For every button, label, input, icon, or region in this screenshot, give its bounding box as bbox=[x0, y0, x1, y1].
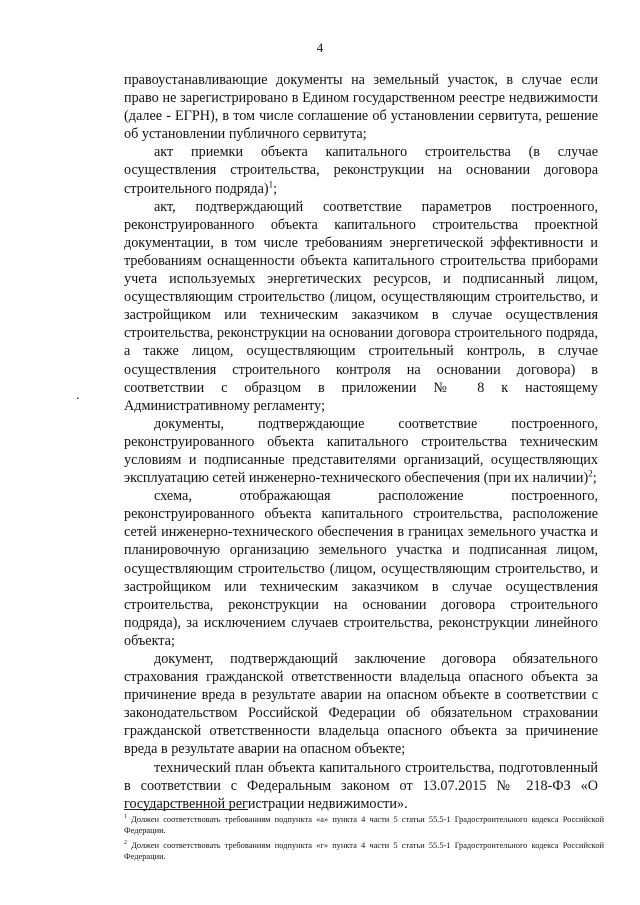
footnote-ref[interactable]: 2 bbox=[588, 468, 593, 479]
paragraph-tail: ; bbox=[592, 470, 597, 487]
paragraph-insurance-document bbox=[124, 650, 598, 759]
paragraph-technical-conditions bbox=[124, 415, 598, 487]
footnotes bbox=[124, 814, 604, 866]
footnote-mark: 1 bbox=[124, 814, 127, 821]
paragraph-tail: ; bbox=[273, 180, 278, 197]
paragraph-text: технический план объекта капитального строительства, подготовленный в соответствии с Федеральным законом от 13.07.2015 № 218-ФЗ «О государственной регистрации недвижимости». bbox=[124, 759, 598, 812]
paragraph-text: схема, отображающая расположение построенного, реконструированного объекта капитального строительства, расположение сетей инженерно-технического обеспечения в границах земельного участка и планировочную организацию земельного участка и подписанная лицом, осуществляющим строительство (лицом, осуществляющим строительство, и застройщиком или техническим заказчиком в случае осуществления строительства, реконструкции на основании договора строительного подряда), за исключением случаев строительства, реконструкции линейного объекта; bbox=[124, 488, 598, 649]
paragraph-title-documents bbox=[124, 71, 598, 143]
footnote-mark: 2 bbox=[124, 840, 127, 847]
footnote-1 bbox=[124, 814, 604, 836]
footnote-text: Должен соответствовать требованиям подпункта «г» пункта 4 части 5 статьи 55.5-1 Градостроительного кодекса Российской Федерации. bbox=[124, 841, 604, 861]
footnote-ref[interactable]: 1 bbox=[268, 178, 274, 189]
page-number: 4 bbox=[316, 40, 324, 55]
paragraph-acceptance-act bbox=[124, 143, 598, 197]
document-body bbox=[124, 71, 598, 813]
paragraph-text: документ, подтверждающий заключение договора обязательного страхования гражданской ответственности владельца опасного объекта за причинение вреда в результате аварии на опасном объекте в соответствии с законодательством Российской Федерации об обязательном страховании гражданской ответственности владельца опасного объекта за причинение вреда в результате аварии на опасном объекте; bbox=[124, 651, 598, 758]
footnote-text: Должен соответствовать требованиям подпункта «а» пункта 4 части 5 статьи 55.5-1 Градостроительного кодекса Российской Федерации. bbox=[124, 815, 604, 835]
paragraph-compliance-act bbox=[124, 198, 598, 415]
footnote-divider bbox=[124, 809, 248, 810]
paragraph-text: правоустанавливающие документы на земельный участок, в случае если право не зарегистрировано в Едином государственном реестре недвижимости (далее - ЕГРН), в том числе соглашение об установлении сервитута, решение об установлении публичного сервитута; bbox=[124, 72, 598, 143]
paragraph-layout-scheme bbox=[124, 487, 598, 650]
footnote-2 bbox=[124, 840, 604, 862]
paragraph-text: акт, подтверждающий соответствие параметров построенного, реконструированного объекта капитального строительства проектной документации, в том числе требованиям энергетической эффективности и требованиям оснащенности объекта капитального строительства приборами учета используемых энергетических ресурсов, и подписанный лицом, осуществляющим строительство (лицом, осуществляющим строительство, и застройщиком или техническим заказчиком в случае осуществления строительства, реконструкции на основании договора строительного подряда, а также лицом, осуществляющим строительный контроль, в случае осуществления строительного контроля на основании договора) в соответствии с образцом в приложении № 8 к настоящему Административному регламенту; bbox=[124, 198, 598, 414]
margin-mark: . bbox=[76, 388, 80, 403]
paragraph-technical-plan bbox=[124, 759, 598, 813]
paragraph-text: акт приемки объекта капитального строительства (в случае осуществления строительства, реконструкции на основании договора строительного подряда) bbox=[124, 144, 598, 197]
paragraph-text: документы, подтверждающие соответствие построенного, реконструированного объекта капитального строительства техническим условиям и подписанные представителями организаций, осуществляющих эксплуатацию сетей инженерно-технического обеспечения (при их наличии) bbox=[124, 415, 598, 487]
